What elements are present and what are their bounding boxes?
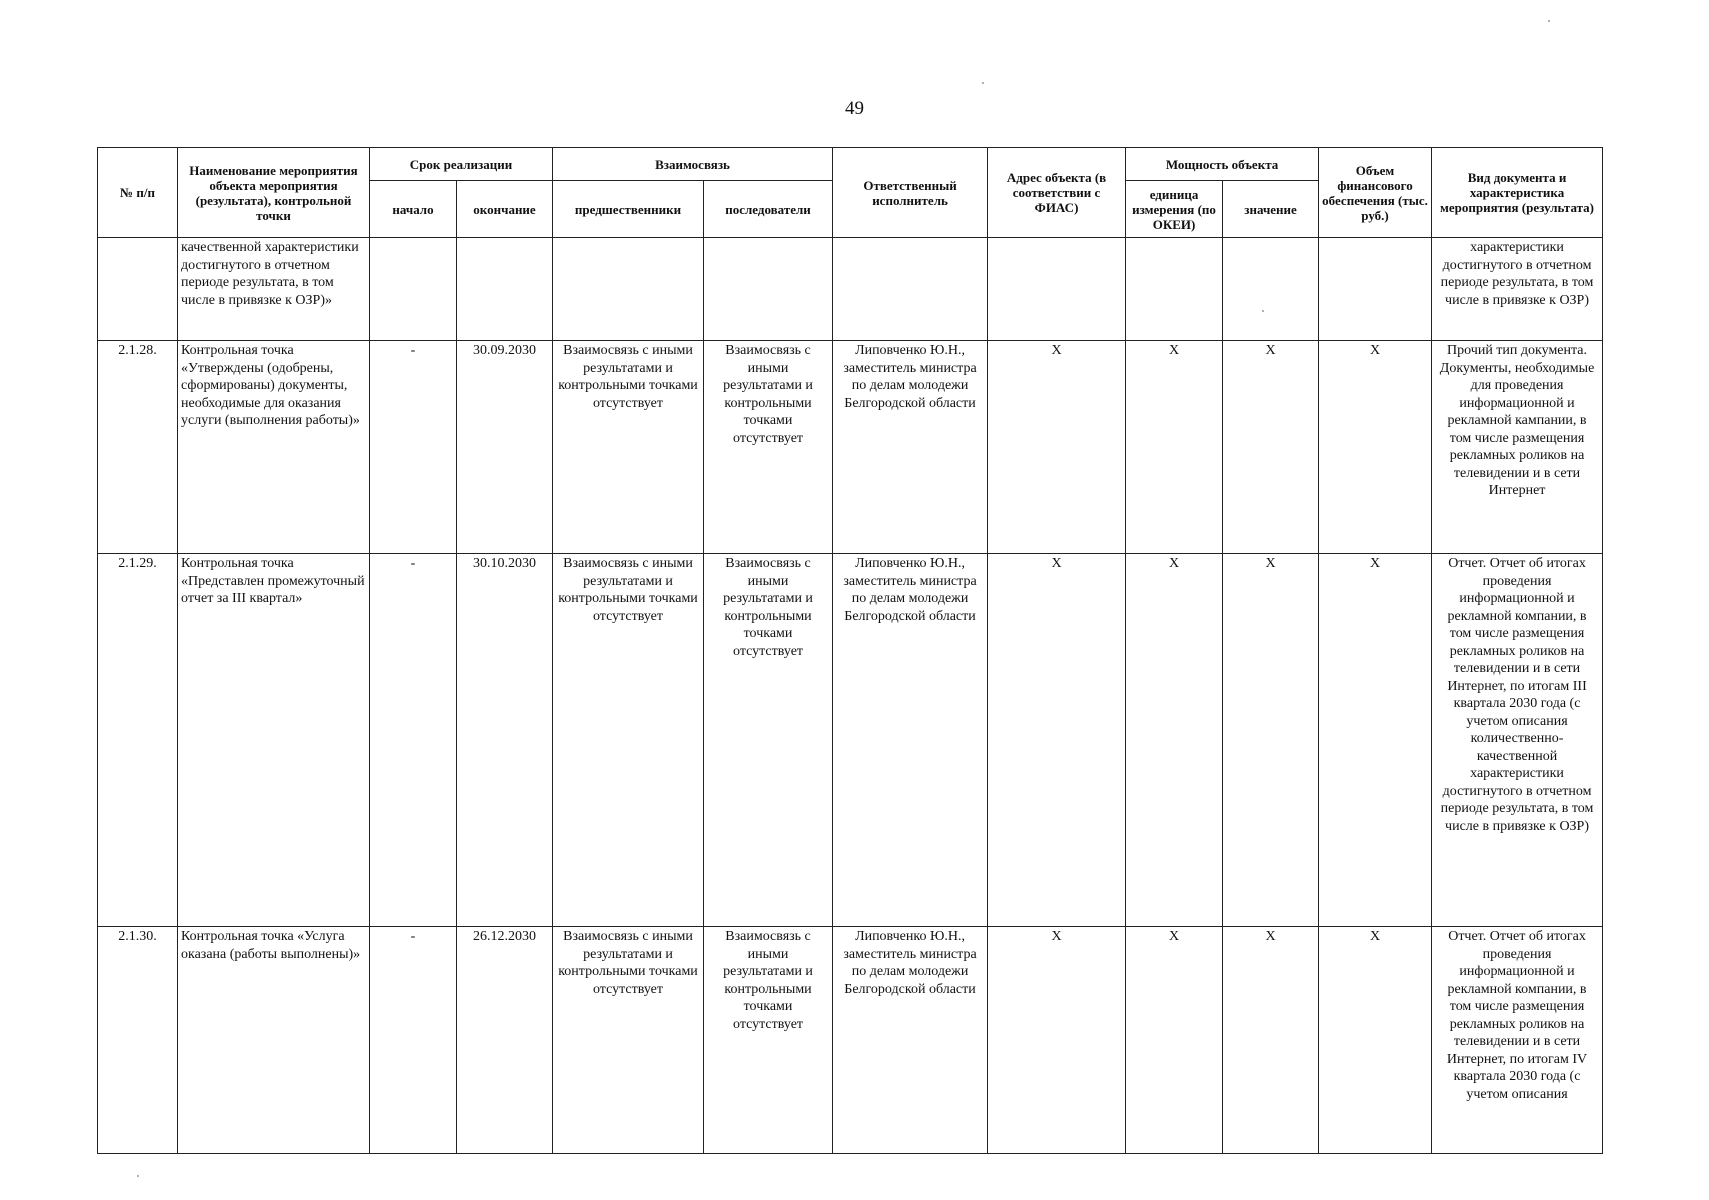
cell-empty — [988, 238, 1126, 341]
cell-successors: Взаимосвязь с иными результатами и контрольными точками отсутствует — [704, 341, 833, 554]
header-value: значение — [1223, 181, 1319, 238]
cell-responsible: Липовченко Ю.Н., заместитель министра по делам молодежи Белгородской области — [833, 554, 988, 927]
plan-table — [97, 147, 1603, 1154]
cell-value: X — [1223, 341, 1319, 554]
cell-start: - — [370, 927, 457, 1154]
page-number: 49 — [845, 98, 864, 119]
cell-empty — [1319, 238, 1432, 341]
table-row — [98, 554, 1603, 927]
cell-finance: X — [1319, 341, 1432, 554]
header-period-end: окончание — [457, 181, 553, 238]
cell-responsible: Липовченко Ю.Н., заместитель министра по делам молодежи Белгородской области — [833, 927, 988, 1154]
cell-empty — [98, 238, 178, 341]
cell-num: 2.1.30. — [98, 927, 178, 1154]
cell-value: X — [1223, 554, 1319, 927]
cell-num: 2.1.28. — [98, 341, 178, 554]
cell-name: Контрольная точка «Утверждены (одобрены, сформированы) документы, необходимые для оказания услуги (выполнения работы)» — [178, 341, 370, 554]
cell-start: - — [370, 341, 457, 554]
cell-num: 2.1.29. — [98, 554, 178, 927]
scan-speck — [1548, 20, 1550, 22]
cell-empty — [1223, 238, 1319, 341]
table-row — [98, 341, 1603, 554]
cell-predecessors: Взаимосвязь с иными результатами и контрольными точками отсутствует — [553, 554, 704, 927]
cell-end: 30.09.2030 — [457, 341, 553, 554]
cell-unit: X — [1126, 927, 1223, 1154]
cell-start: - — [370, 554, 457, 927]
cell-empty — [457, 238, 553, 341]
cell-address: X — [988, 927, 1126, 1154]
scan-speck — [982, 82, 984, 84]
header-relation: Взаимосвязь — [553, 148, 833, 181]
cell-doc: Прочий тип документа. Документы, необходимые для проведения информационной и рекламной кампании, в том числе размещения рекламных роликов на телевидении и в сети Интернет — [1432, 341, 1603, 554]
cell-name-continuation: качественной характеристики достигнутого в отчетном периоде результата, в том числе в привязке к ОЗР)» — [178, 238, 370, 341]
header-period-start: начало — [370, 181, 457, 238]
header-doc: Вид документа и характеристика мероприятия (результата) — [1432, 148, 1603, 238]
cell-successors: Взаимосвязь с иными результатами и контрольными точками отсутствует — [704, 554, 833, 927]
cell-name: Контрольная точка «Услуга оказана (работы выполнены)» — [178, 927, 370, 1154]
cell-address: X — [988, 341, 1126, 554]
table-row-continuation — [98, 238, 1603, 341]
cell-finance: X — [1319, 554, 1432, 927]
cell-unit: X — [1126, 341, 1223, 554]
cell-responsible: Липовченко Ю.Н., заместитель министра по делам молодежи Белгородской области — [833, 341, 988, 554]
cell-finance: X — [1319, 927, 1432, 1154]
header-period: Срок реализации — [370, 148, 553, 181]
scan-speck — [1262, 310, 1264, 312]
cell-predecessors: Взаимосвязь с иными результатами и контрольными точками отсутствует — [553, 927, 704, 1154]
cell-end: 26.12.2030 — [457, 927, 553, 1154]
header-unit: единица измерения (по ОКЕИ) — [1126, 181, 1223, 238]
table-row — [98, 927, 1603, 1154]
header-address: Адрес объекта (в соответствии с ФИАС) — [988, 148, 1126, 238]
header-finance: Объем финансового обеспечения (тыс. руб.) — [1319, 148, 1432, 238]
cell-empty — [553, 238, 704, 341]
cell-doc-continuation: характеристики достигнутого в отчетном периоде результата, в том числе в привязке к ОЗР) — [1432, 238, 1603, 341]
cell-predecessors: Взаимосвязь с иными результатами и контрольными точками отсутствует — [553, 341, 704, 554]
cell-empty — [704, 238, 833, 341]
cell-empty — [370, 238, 457, 341]
cell-empty — [1126, 238, 1223, 341]
header-responsible: Ответственный исполнитель — [833, 148, 988, 238]
cell-address: X — [988, 554, 1126, 927]
scan-speck — [137, 1175, 139, 1177]
cell-empty — [833, 238, 988, 341]
cell-doc: Отчет. Отчет об итогах проведения информационной и рекламной компании, в том числе размещения рекламных роликов на телевидении и в сети Интернет, по итогам III квартала 2030 года (с учетом описания количественно-качественной характеристики достигнутого в отчетном периоде результата, в том числе в привязке к ОЗР) — [1432, 554, 1603, 927]
cell-end: 30.10.2030 — [457, 554, 553, 927]
header-capacity: Мощность объекта — [1126, 148, 1319, 181]
header-num: № п/п — [98, 148, 178, 238]
cell-unit: X — [1126, 554, 1223, 927]
header-successors: последователи — [704, 181, 833, 238]
cell-name: Контрольная точка «Представлен промежуточный отчет за III квартал» — [178, 554, 370, 927]
header-name: Наименование мероприятия объекта мероприятия (результата), контрольной точки — [178, 148, 370, 238]
cell-value: X — [1223, 927, 1319, 1154]
header-predecessors: предшественники — [553, 181, 704, 238]
cell-successors: Взаимосвязь с иными результатами и контрольными точками отсутствует — [704, 927, 833, 1154]
cell-doc: Отчет. Отчет об итогах проведения информационной и рекламной компании, в том числе размещения рекламных роликов на телевидении и в сети Интернет, по итогам IV квартала 2030 года (с учетом описания — [1432, 927, 1603, 1154]
